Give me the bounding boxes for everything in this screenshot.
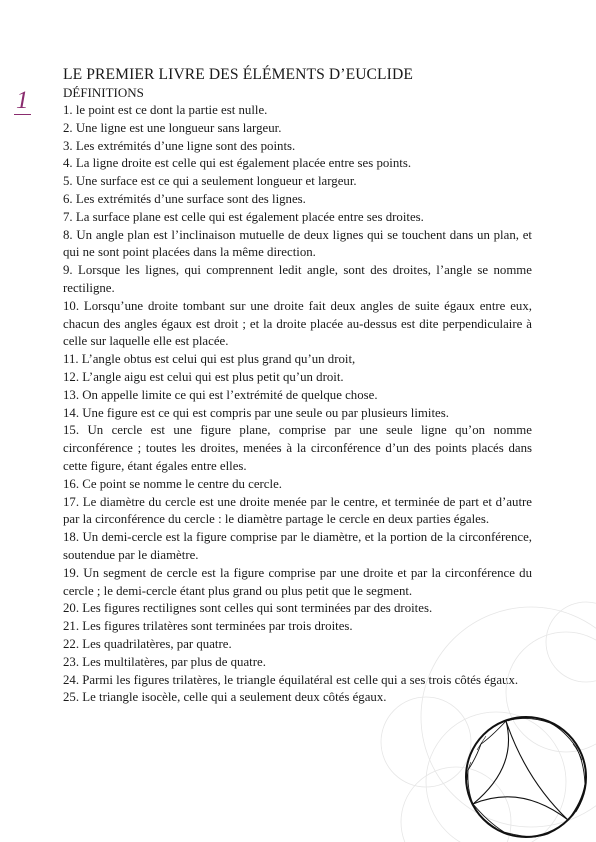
- definition-item: 6. Les extrémités d’une surface sont des lignes.: [63, 191, 306, 206]
- definition-item: 13. On appelle limite ce qui est l’extrémité de quelque chose.: [63, 387, 378, 402]
- definition-item: 8. Un angle plan est l’inclinaison mutuelle de deux lignes qui se touchent dans un plan, et qui ne sont point placées dans la même direction.: [63, 227, 532, 260]
- definition-item: 21. Les figures trilatères sont terminées par trois droites.: [63, 619, 353, 634]
- definition-item: 9. Lorsque les lignes, qui comprennent ledit angle, sont des droites, l’angle se nomme rectiligne.: [63, 263, 532, 295]
- definition-item: 18. Un demi-cercle est la figure comprise par le diamètre, et la portion de la circonférence, soutendue par le diamètre.: [63, 530, 532, 562]
- definition-item: 1. le point est ce dont la partie est nulle.: [63, 103, 268, 117]
- definition-item: 16. Ce point se nomme le centre du cercle.: [63, 476, 282, 491]
- definition-item: 23. Les multilatères, par plus de quatre.: [63, 654, 266, 669]
- definition-item: 5. Une surface est ce qui a seulement longueur et largeur.: [63, 174, 357, 189]
- definition-item: 22. Les quadrilatères, par quatre.: [63, 636, 232, 651]
- definition-item: 15. Un cercle est une figure plane, comprise par une seule ligne qu’on nomme circonférence ; toutes les droites, menées à la circonférence d’un des points placés dans cette figure, étant égales entre elles.: [63, 423, 532, 473]
- section-title: DÉFINITIONS: [63, 85, 144, 100]
- definition-item: 12. L’angle aigu est celui qui est plus petit qu’un droit.: [63, 369, 344, 384]
- definition-item: 25. Le triangle isocèle, celle qui a seulement deux côtés égaux.: [63, 690, 387, 705]
- definition-item: 17. Le diamètre du cercle est une droite menée par le centre, et terminée de part et d’autre par la circonférence du cercle : le diamètre partage le cercle en deux parties égales.: [63, 494, 532, 527]
- definition-item: 10. Lorsqu’une droite tombant sur une droite fait deux angles de suite égaux entre eux, chacun des angles égaux est droit ; et la droite placée au-dessus est dite perpendiculaire à celle sur laquelle elle est placée.: [63, 298, 532, 349]
- definition-item: 7. La surface plane est celle qui est également placée entre ses droites.: [63, 209, 424, 224]
- definition-item: 3. Les extrémités d’une ligne sont des points.: [63, 138, 296, 153]
- definition-item: 24. Parmi les figures trilatères, le triangle équilatéral est celle qui a ses trois côtés égaux.: [63, 672, 519, 687]
- page-content: [63, 66, 532, 707]
- definitions-list: [63, 102, 532, 707]
- definition-item: 11. L’angle obtus est celui qui est plus grand qu’un droit,: [63, 352, 356, 367]
- poincare-disc: [466, 717, 586, 837]
- definition-item: 14. Une figure est ce qui est compris par une seule ou par plusieurs limites.: [63, 405, 449, 420]
- definition-item: 2. Une ligne est une longueur sans largeur.: [63, 120, 282, 135]
- book-title: LE PREMIER LIVRE DES ÉLÉMENTS D’EUCLIDE: [63, 66, 413, 83]
- definition-item: 20. Les figures rectilignes sont celles qui sont terminées par des droites.: [63, 601, 433, 616]
- definition-item: 19. Un segment de cercle est la figure comprise par une droite et par la circonférence du cercle ; le demi-cercle étant plus grand ou plus petit que le segment.: [63, 565, 532, 598]
- definition-item: 4. La ligne droite est celle qui est également placée entre ses points.: [63, 156, 412, 171]
- page-number: 1: [16, 87, 29, 114]
